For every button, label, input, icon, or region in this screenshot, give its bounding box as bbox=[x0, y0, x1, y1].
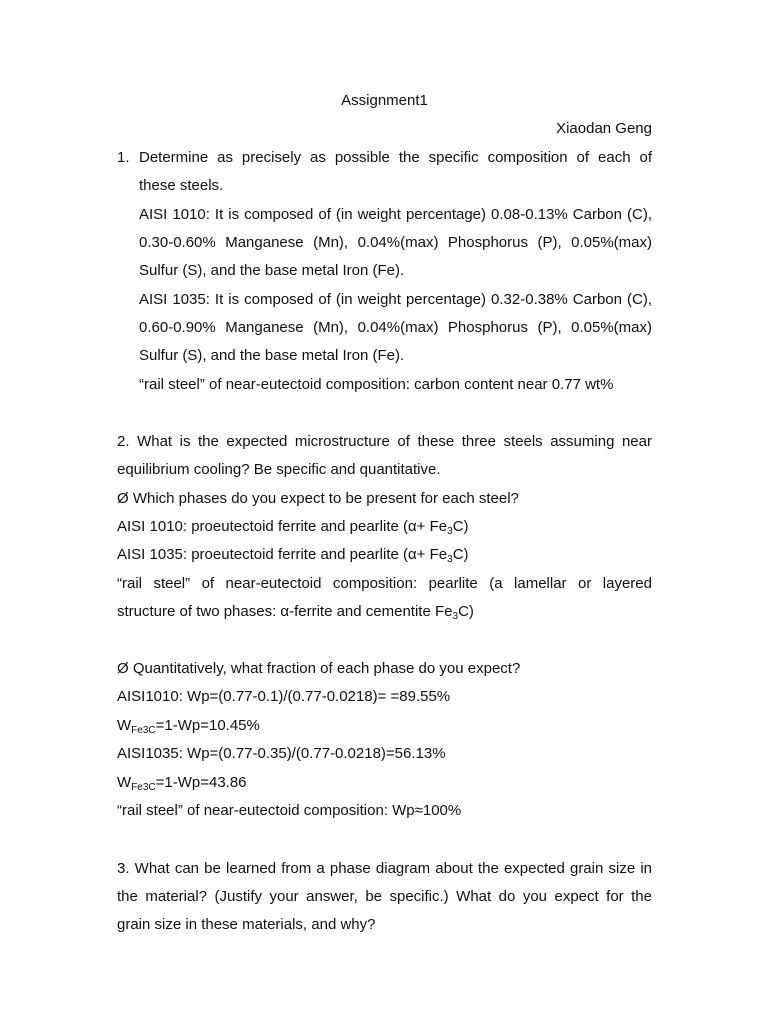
q1-line1: Determine as precisely as possible the specific composition of each of bbox=[139, 149, 652, 166]
q2-aisi1035-calc: AISI1035: Wp=(0.77-0.35)/(0.77-0.0218)=56.13% bbox=[117, 745, 446, 762]
q2-aisi1010-phases: AISI 1010: proeutectoid ferrite and pearlite $(\alpha+ Fe_3C)$ bbox=[117, 518, 469, 537]
q2-line2: equilibrium cooling? Be specific and quantitative. bbox=[117, 461, 441, 478]
q1-aisi1035-line3: Sulfur (S), and the base metal Iron (Fe). bbox=[139, 347, 405, 364]
q2-aisi1010-fe3c: $W_{Fe3C}=1-Wp=10.45\%$ bbox=[117, 717, 260, 736]
q2-rail-line1: “rail steel” of near-eutectoid composition: pearlite (a lamellar or layered bbox=[117, 575, 652, 592]
q2-phases-question: Ø Which phases do you expect to be present for each steel? bbox=[117, 490, 519, 507]
author-name: Xiaodan Geng bbox=[556, 120, 652, 137]
q1-line2: these steels. bbox=[139, 177, 224, 194]
q1-aisi1035-line1: AISI 1035: It is composed of (in weight percentage) 0.32-0.38% Carbon (C), bbox=[139, 291, 652, 308]
q3-line1: 3. What can be learned from a phase diagram about the expected grain size in bbox=[117, 860, 652, 877]
q1-rail-steel: “rail steel” of near-eutectoid composition: carbon content near 0.77 wt% bbox=[139, 376, 614, 393]
q2-rail-wp: “rail steel” of near-eutectoid composition: Wp≈100% bbox=[117, 802, 462, 819]
q2-aisi1035-phases: AISI 1035: proeutectoid ferrite and pearlite $(\alpha+ Fe_3C)$ bbox=[117, 546, 469, 565]
q2-rail-line2: structure of two phases: α-ferrite and cementite $Fe_3C$) bbox=[117, 603, 474, 622]
q1-aisi1010-line2: 0.30-0.60% Manganese (Mn), 0.04%(max) Phosphorus (P), 0.05%(max) bbox=[139, 234, 652, 251]
q2-fraction-question: Ø Quantitatively, what fraction of each phase do you expect? bbox=[117, 660, 521, 677]
q2-line1: 2. What is the expected microstructure of these three steels assuming near bbox=[117, 433, 652, 450]
q1-aisi1010-line3: Sulfur (S), and the base metal Iron (Fe). bbox=[139, 262, 405, 279]
q1-aisi1010-line1: AISI 1010: It is composed of (in weight percentage) 0.08-0.13% Carbon (C), bbox=[139, 206, 652, 223]
q3-line2: the material? (Justify your answer, be specific.) What do you expect for the bbox=[117, 888, 652, 905]
q1-number: 1. bbox=[117, 149, 130, 166]
q2-aisi1035-fe3c: $W_{Fe3C}=1-Wp=43.86$ bbox=[117, 774, 247, 793]
document-title: Assignment1 bbox=[341, 92, 428, 109]
q2-aisi1010-calc: AISI1010: Wp=(0.77-0.1)/(0.77-0.0218)= =89.55% bbox=[117, 688, 451, 705]
q3-line3: grain size in these materials, and why? bbox=[117, 916, 376, 933]
q1-aisi1035-line2: 0.60-0.90% Manganese (Mn), 0.04%(max) Phosphorus (P), 0.05%(max) bbox=[139, 319, 652, 336]
